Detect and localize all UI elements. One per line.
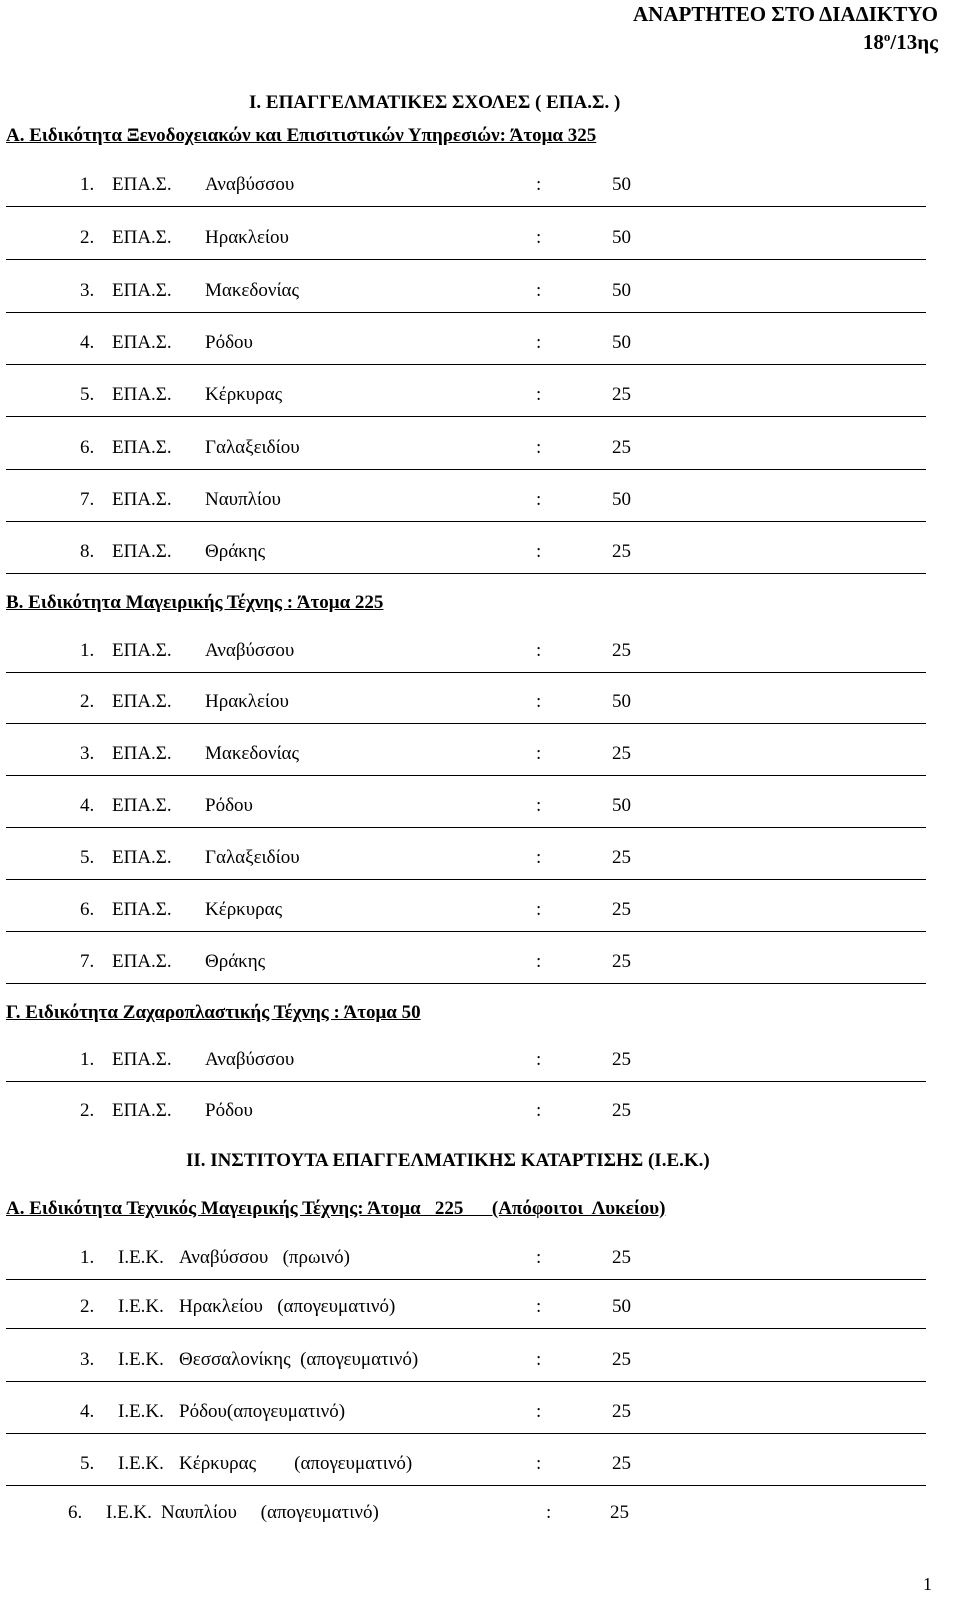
row-rule [6,879,926,880]
item-number: 2. [80,1296,95,1317]
list-item [6,1402,926,1426]
row-rule [6,573,926,574]
school-location: Θράκης [205,541,266,562]
school-type: ΕΠΑ.Σ. [112,332,172,353]
enrollment-value: 25 [612,640,631,661]
row-rule [6,827,926,828]
item-number: 6. [68,1502,83,1523]
school-type: Ι.Ε.Κ. [118,1296,164,1317]
row-rule [6,1328,926,1329]
enrollment-value: 25 [612,541,631,562]
list-item [6,952,926,976]
school-location: Κέρκυρας (απογευματινό) [179,1453,413,1474]
item-number: 5. [80,1453,95,1474]
school-location: Μακεδονίας [205,743,300,764]
item-number: 1. [80,1247,95,1268]
school-type: ΕΠΑ.Σ. [112,743,172,764]
list-item [6,542,926,566]
school-type: ΕΠΑ.Σ. [112,1100,172,1121]
school-location: Θεσσαλονίκης (απογευματινό) [179,1349,419,1370]
enrollment-value: 50 [612,795,631,816]
part2-section-heading: Α. Ειδικότητα Τεχνικός Μαγειρικής Τέχνης: Άτομα 225 (Απόφοιτοι Λυκείου) [6,1198,666,1219]
posting-note: ΑΝΑΡΤΗΤΕΟ ΣΤΟ ΔΙΑΔΙΚΤΥΟ [633,2,938,26]
item-number: 4. [80,1401,95,1422]
row-rule [6,723,926,724]
item-number: 8. [80,541,95,562]
school-type: ΕΠΑ.Σ. [112,437,172,458]
list-item [6,228,926,252]
row-rule [6,1433,926,1434]
separator: : [536,1100,542,1121]
school-location: Ρόδου [205,795,253,816]
school-location: Αναβύσσου [205,640,295,661]
enrollment-value: 25 [612,1453,631,1474]
school-type: ΕΠΑ.Σ. [112,847,172,868]
school-type: ΕΠΑ.Σ. [112,227,172,248]
school-type: ΕΠΑ.Σ. [112,174,172,195]
row-rule [6,312,926,313]
enrollment-value: 25 [612,1401,631,1422]
part2-title: ΙΙ. ΙΝΣΤΙΤΟΥΤΑ ΕΠΑΓΓΕΛΜΑΤΙΚΗΣ ΚΑΤΑΡΤΙΣΗΣ (Ι.Ε.Κ.) [186,1150,710,1171]
item-number: 3. [80,1349,95,1370]
school-type: ΕΠΑ.Σ. [112,691,172,712]
school-type: Ι.Ε.Κ. [118,1453,164,1474]
row-rule [6,983,926,984]
row-rule [6,1485,926,1486]
school-type: ΕΠΑ.Σ. [112,1049,172,1070]
section-b-heading: Β. Ειδικότητα Μαγειρικής Τέχνης : Άτομα 225 [6,592,384,613]
school-location: Ρόδου [205,1100,253,1121]
item-number: 1. [80,640,95,661]
school-location: Γαλαξειδίου [205,437,300,458]
row-rule [6,259,926,260]
school-type: ΕΠΑ.Σ. [112,899,172,920]
separator: : [536,280,542,301]
school-type: Ι.Ε.Κ. [118,1247,164,1268]
enrollment-value: 50 [612,227,631,248]
reference-day: 18 [862,30,884,54]
school-location: Μακεδονίας [205,280,300,301]
school-location: Κέρκυρας [205,384,283,405]
row-rule [6,672,926,673]
item-number: 3. [80,280,95,301]
row-rule [6,416,926,417]
separator: : [536,951,542,972]
enrollment-value: 50 [612,691,631,712]
enrollment-value: 50 [612,1296,631,1317]
school-location: Ναυπλίου [205,489,281,510]
school-type: ΕΠΑ.Σ. [112,384,172,405]
list-item [6,900,926,924]
enrollment-value: 25 [612,1100,631,1121]
enrollment-value: 50 [612,280,631,301]
list-item [6,490,926,514]
school-location: Γαλαξειδίου [205,847,300,868]
item-number: 6. [80,437,95,458]
school-location: Θράκης [205,951,266,972]
list-item [6,1297,926,1321]
school-location: Κέρκυρας [205,899,283,920]
list-item [6,1050,926,1074]
enrollment-value: 25 [612,847,631,868]
enrollment-value: 25 [612,951,631,972]
school-type: ΕΠΑ.Σ. [112,951,172,972]
page-number: 1 [923,1574,932,1594]
school-location: Ναυπλίου (απογευματινό) [161,1502,379,1523]
item-number: 5. [80,847,95,868]
list-item [6,333,926,357]
item-number: 3. [80,743,95,764]
school-type: ΕΠΑ.Σ. [112,280,172,301]
enrollment-value: 25 [612,437,631,458]
reference-number [863,30,938,53]
row-rule [6,1279,926,1280]
list-item [6,744,926,768]
list-item [6,175,926,199]
item-number: 4. [80,332,95,353]
school-location: Ηρακλείου [205,691,289,712]
enrollment-value: 25 [612,1247,631,1268]
item-number: 5. [80,384,95,405]
separator: : [536,541,542,562]
section-c-heading: Γ. Ειδικότητα Ζαχαροπλαστικής Τέχνης : Άτομα 50 [6,1002,421,1023]
row-rule [6,364,926,365]
list-item [6,1454,926,1478]
row-rule [6,469,926,470]
row-rule [6,1381,926,1382]
school-location: Ρόδου [205,332,253,353]
reference-suffix: /13ης [890,30,938,54]
separator: : [536,332,542,353]
list-item [6,1350,926,1374]
separator: : [536,847,542,868]
list-item [6,796,926,820]
separator: : [536,1247,542,1268]
school-type: Ι.Ε.Κ. [106,1502,152,1523]
separator: : [536,437,542,458]
separator: : [536,1401,542,1422]
school-type: ΕΠΑ.Σ. [112,795,172,816]
enrollment-value: 25 [612,384,631,405]
separator: : [536,1296,542,1317]
list-item [6,1503,926,1527]
school-type: Ι.Ε.Κ. [118,1401,164,1422]
enrollment-value: 25 [612,743,631,764]
part1-title: Ι. ΕΠΑΓΓΕΛΜΑΤΙΚΕΣ ΣΧΟΛΕΣ ( ΕΠΑ.Σ. ) [249,92,621,113]
enrollment-value: 50 [612,174,631,195]
row-rule [6,775,926,776]
item-number: 4. [80,795,95,816]
separator: : [536,384,542,405]
separator: : [546,1502,552,1523]
separator: : [536,640,542,661]
separator: : [536,489,542,510]
separator: : [536,899,542,920]
enrollment-value: 25 [612,899,631,920]
school-location: Ρόδου(απογευματινό) [179,1401,346,1422]
list-item [6,385,926,409]
school-location: Αναβύσσου (πρωινό) [179,1247,351,1268]
school-location: Ηρακλείου [205,227,289,248]
separator: : [536,174,542,195]
school-type: ΕΠΑ.Σ. [112,640,172,661]
enrollment-value: 25 [612,1049,631,1070]
item-number: 7. [80,489,95,510]
enrollment-value: 25 [612,1349,631,1370]
list-item [6,1248,926,1272]
separator: : [536,795,542,816]
reference-ordinal: ο [883,29,891,44]
section-a-heading: Α. Ειδικότητα Ξενοδοχειακών και Επισιτιστικών Υπηρεσιών: Άτομα 325 [6,125,597,146]
item-number: 2. [80,1100,95,1121]
school-location: Αναβύσσου [205,174,295,195]
list-item [6,438,926,462]
list-item [6,641,926,665]
enrollment-value: 50 [612,489,631,510]
item-number: 2. [80,691,95,712]
school-location: Ηρακλείου (απογευματινό) [179,1296,396,1317]
row-rule [6,1081,926,1082]
item-number: 7. [80,951,95,972]
school-type: Ι.Ε.Κ. [118,1349,164,1370]
item-number: 2. [80,227,95,248]
school-type: ΕΠΑ.Σ. [112,541,172,562]
separator: : [536,1049,542,1070]
school-type: ΕΠΑ.Σ. [112,489,172,510]
separator: : [536,691,542,712]
separator: : [536,743,542,764]
enrollment-value: 50 [612,332,631,353]
separator: : [536,1453,542,1474]
separator: : [536,227,542,248]
item-number: 6. [80,899,95,920]
enrollment-value: 25 [610,1502,629,1523]
row-rule [6,521,926,522]
item-number: 1. [80,1049,95,1070]
list-item [6,281,926,305]
list-item [6,1101,926,1125]
list-item [6,848,926,872]
item-number: 1. [80,174,95,195]
row-rule [6,206,926,207]
row-rule [6,931,926,932]
separator: : [536,1349,542,1370]
list-item [6,692,926,716]
school-location: Αναβύσσου [205,1049,295,1070]
